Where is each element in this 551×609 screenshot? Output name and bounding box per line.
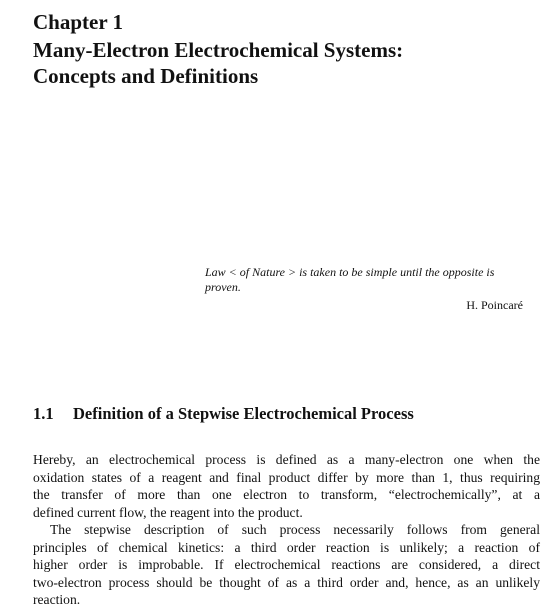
body-line: principles of chemical kinetics: a third order reaction is unlikely; a reaction of <box>33 539 540 555</box>
chapter-title <box>33 37 533 89</box>
epigraph-line: proven. <box>205 280 241 294</box>
body-line: higher order is improbable. If electrochemical reactions are considered, a direct <box>33 557 540 572</box>
chapter-title-line: Many-Electron Electrochemical Systems: <box>33 38 404 62</box>
body-line: the transfer of more than one electron to transform, “electrochemically”, at a <box>33 487 540 502</box>
chapter-label: Chapter 1 <box>33 10 124 34</box>
body-text <box>33 451 540 609</box>
body-line: two-electron process should be thought of as a third order and, hence, as an unlikely <box>33 574 540 590</box>
body-line: oxidation states of a reagent and final product differ by more than 1, thus requiring <box>33 469 540 485</box>
body-line: defined current flow, the reagent into the product. <box>33 504 303 520</box>
epigraph-line: Law < of Nature > is taken to be simple until the opposite is <box>205 265 495 279</box>
epigraph-quote <box>205 265 523 295</box>
body-line: Hereby, an electrochemical process is defined as a many-electron one when the <box>33 452 540 467</box>
section-heading <box>33 403 414 425</box>
section-number: 1.1 <box>33 404 54 423</box>
chapter-title-line: Concepts and Definitions <box>33 64 259 88</box>
epigraph-author: H. Poincaré <box>466 298 523 312</box>
body-line: The stepwise description of such process necessarily follows from general <box>50 522 540 537</box>
section-title: Definition of a Stepwise Electrochemical Process <box>73 404 414 423</box>
body-line: reaction. <box>33 592 81 607</box>
